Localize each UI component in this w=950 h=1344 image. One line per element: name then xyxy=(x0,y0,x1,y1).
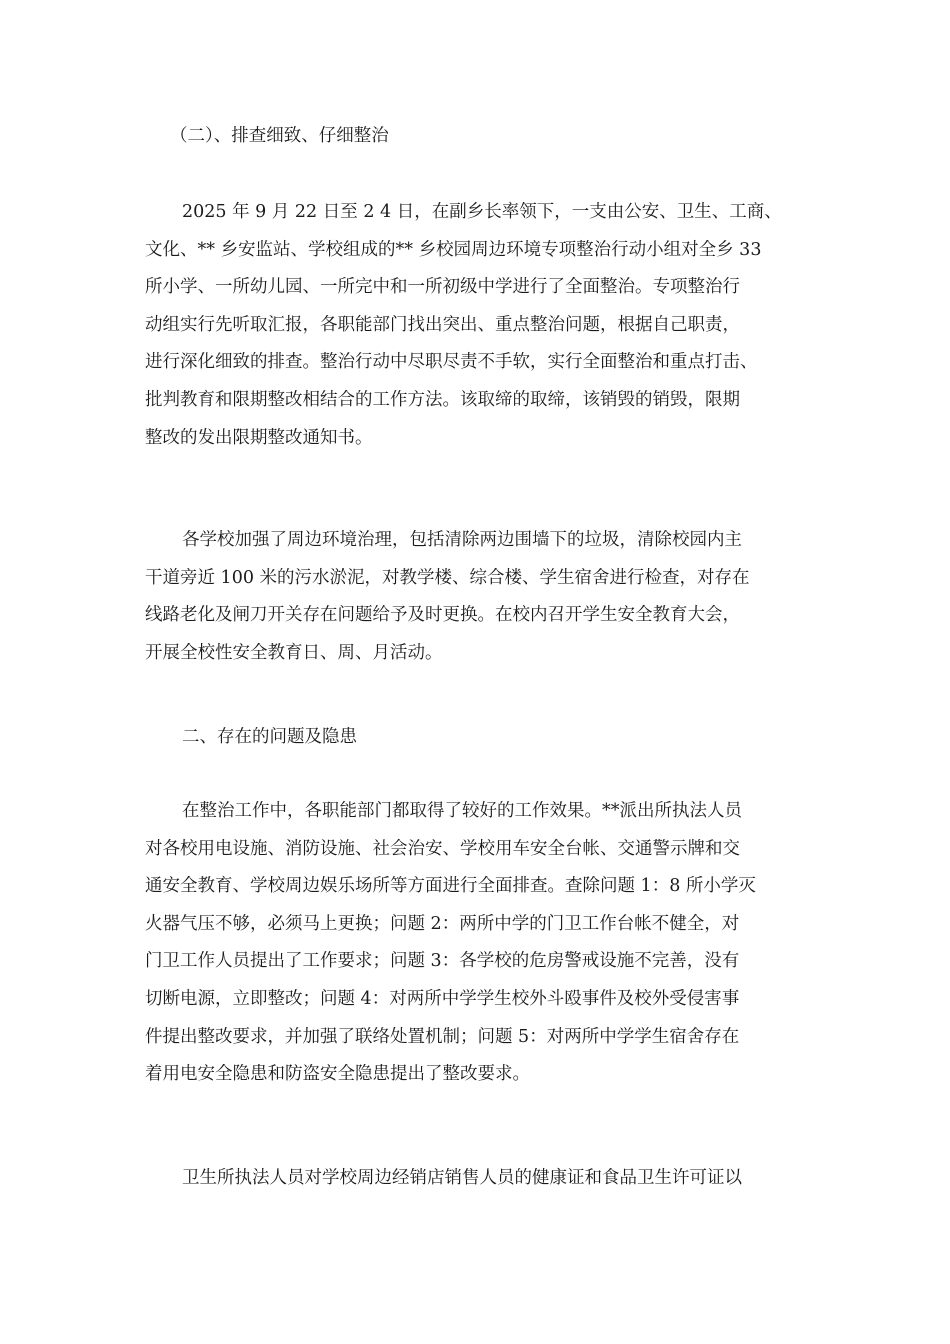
paragraph-line: 件提出整改要求，并加强了联络处置机制；问题 5：对两所中学学生宿舍存在 xyxy=(145,1026,740,1047)
paragraph-line: 各学校加强了周边环境治理，包括清除两边围墙下的垃圾，清除校园内主 xyxy=(182,530,742,550)
paragraph-line: 线路老化及闸刀开关存在问题给予及时更换。在校内召开学生安全教育大会， xyxy=(145,605,740,626)
paragraph-line: 进行深化细致的排查。整治行动中尽职尽责不手软，实行全面整治和重点打击、 xyxy=(145,352,758,373)
paragraph-line: 切断电源，立即整改；问题 4：对两所中学学生校外斗殴事件及校外受侵害事 xyxy=(145,988,740,1009)
paragraph-line: 干道旁近 100 米的污水淤泥，对教学楼、综合楼、学生宿舍进行检查，对存在 xyxy=(145,567,750,588)
paragraph-line: 火器气压不够，必须马上更换；问题 2：两所中学的门卫工作台帐不健全，对 xyxy=(145,913,740,934)
paragraph-health xyxy=(145,1160,815,1198)
paragraph-line: 动组实行先听取汇报，各职能部门找出突出、重点整治问题，根据自己职责， xyxy=(145,314,740,335)
paragraph-line: 整改的发出限期整改通知书。 xyxy=(145,427,373,448)
paragraph-line: 通安全教育、学校周边娱乐场所等方面进行全面排查。查除问题 1：8 所小学灭 xyxy=(145,876,756,897)
paragraph-line: 开展全校性安全教育日、周、月活动。 xyxy=(145,642,443,663)
section-2-heading: 二、存在的问题及隐患 xyxy=(182,727,357,747)
paragraph-line: 卫生所执法人员对学校周边经销店销售人员的健康证和食品卫生许可证以 xyxy=(182,1168,742,1188)
paragraph-problems xyxy=(145,793,815,1094)
paragraph-line: 所小学、一所幼儿园、一所完中和一所初级中学进行了全面整治。专项整治行 xyxy=(145,277,740,298)
paragraph-line: 着用电安全隐患和防盗安全隐患提出了整改要求。 xyxy=(145,1064,530,1085)
paragraph-line: 对各校用电设施、消防设施、社会治安、学校用车安全台帐、交通警示牌和交 xyxy=(145,838,740,859)
paragraph-line: 文化、** 乡安监站、学校组成的** 乡校园周边环境专项整治行动小组对全乡 33 xyxy=(145,239,762,260)
section-heading: （二）、排查细致、仔细整治 xyxy=(170,126,389,146)
paragraph-line: 2025 年 9 月 22 日至 2 4 日，在副乡长率领下，一支由公安、卫生、工商、 xyxy=(182,202,782,222)
paragraph-line: 批判教育和限期整改相结合的工作方法。该取缔的取缔，该销毁的销毁，限期 xyxy=(145,389,740,410)
paragraph-investigation xyxy=(145,194,815,457)
paragraph-schools xyxy=(145,522,815,672)
paragraph-line: 在整治工作中，各职能部门都取得了较好的工作效果。**派出所执法人员 xyxy=(182,801,742,821)
paragraph-line: 门卫工作人员提出了工作要求；问题 3：各学校的危房警戒设施不完善，没有 xyxy=(145,951,740,972)
